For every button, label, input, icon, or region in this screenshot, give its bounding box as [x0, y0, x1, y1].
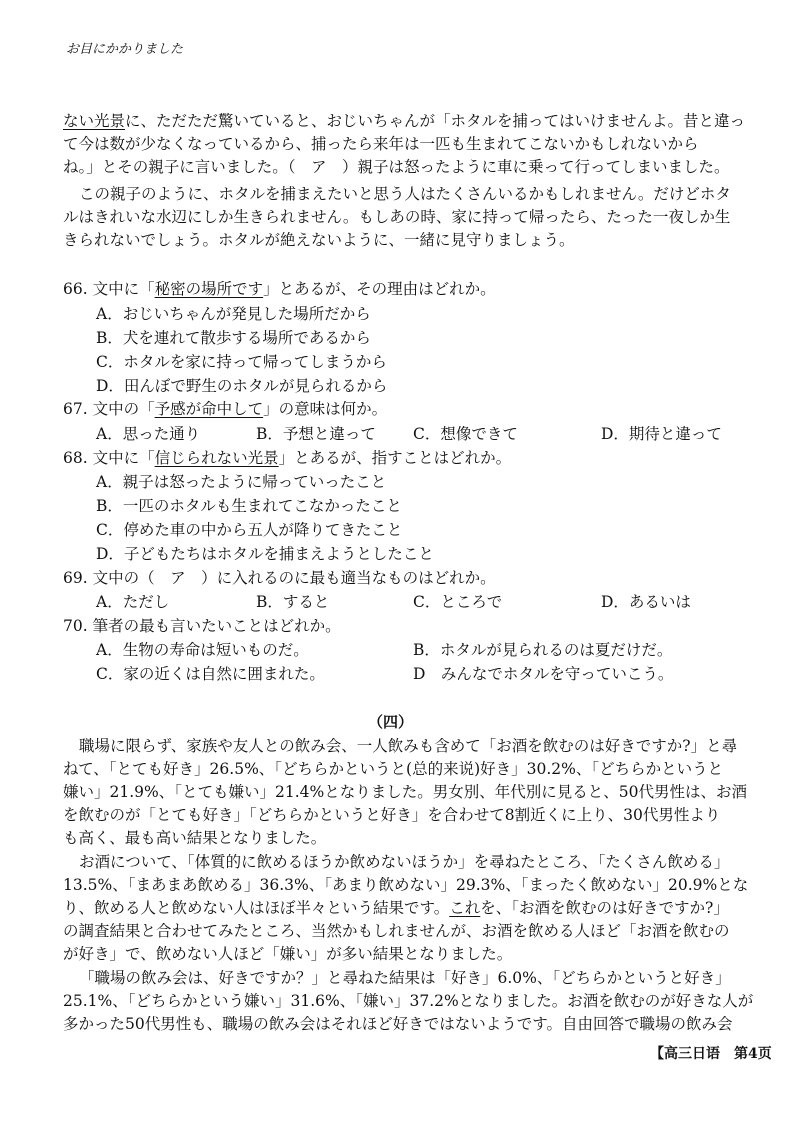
option-66-b[interactable]: B．犬を連れて散歩する場所であるから: [96, 329, 371, 347]
option-69-b[interactable]: B．すると: [256, 593, 330, 611]
handwritten-note: お目にかかりました: [66, 42, 184, 57]
question-66: 66. 文中に「秘密の場所です」とあるが、その理由はどれか。: [63, 280, 496, 298]
passage-line: ね。」とその親子に言いました。（ ア ）親子は怒ったように車に乗って行ってしまいました。: [63, 158, 730, 176]
option-70-c[interactable]: C．家の近くは自然に囲まれた。: [96, 665, 325, 683]
underlined-phrase: ない光景: [63, 112, 126, 130]
option-68-d[interactable]: D．子どもたちはホタルを捕まえようとしたこと: [96, 545, 434, 563]
passage-line: 多かった50代男性も、職場の飲み会はそれほど好きではないようです。自由回答で職場の飲み会: [63, 1015, 733, 1033]
question-67: 67. 文中の「予感が命中して」の意味は何か。: [63, 400, 388, 418]
passage-line: 「職場の飲み会は、好きですか？」と尋ねた結果は「好き」6.0%、「どちらかというと好き」: [79, 969, 731, 987]
question-70: 70. 筆者の最も言いたいことはどれか。: [63, 617, 341, 635]
passage-line: 25.1%、「どちらかという嫌い」31.6%、「嫌い」37.2%となりました。お酒を飲むのが好きな人が: [63, 992, 754, 1010]
option-69-a[interactable]: A．ただし: [96, 593, 170, 611]
option-66-c[interactable]: C．ホタルを家に持って帰ってしまうから: [96, 353, 387, 371]
option-69-d[interactable]: D．あるいは: [601, 593, 691, 611]
option-67-c[interactable]: C．想像できて: [413, 425, 518, 443]
option-68-b[interactable]: B．一匹のホタルも生まれてこなかったこと: [96, 497, 402, 515]
option-70-d[interactable]: D みんなでホタルを守っていこう。: [413, 665, 674, 683]
option-67-a[interactable]: A．思った通り: [96, 425, 201, 443]
option-69-c[interactable]: C．ところで: [413, 593, 503, 611]
option-66-a[interactable]: A．おじいちゃんが発見した場所だから: [96, 305, 371, 323]
passage-line: を飲むのが「とても好き」「どちらかというと好き」を合わせて8割近くに上り、30代男性より: [63, 806, 721, 824]
passage-line: 13.5%、「まあまあ飲める」36.3%、「あまり飲めない」29.3%、「まったく飲めない」20.9%とな: [63, 876, 749, 894]
option-70-a[interactable]: A．生物の寿命は短いものだ。: [96, 641, 309, 659]
passage-line: ルはきれいな水辺にしか生きられません。もしあの時、家に持って帰ったら、たった一夜しか生: [63, 208, 731, 226]
option-67-b[interactable]: B．予想と違って: [256, 425, 376, 443]
passage-line: お酒について、「体質的に飲めるほうか飲めないほうか」を尋ねたところ、「たくさん飲める」: [79, 853, 730, 871]
option-68-c[interactable]: C．停めた車の中から五人が降りてきたこと: [96, 521, 403, 539]
underlined-phrase: これ: [449, 899, 481, 917]
page-footer: 【高三日语 第4页: [650, 1046, 772, 1062]
passage-line: きられないでしょう。ホタルが絶えないように、一緒に見守りましょう。: [63, 231, 575, 249]
passage-line: この親子のように、ホタルを捕まえたいと思う人はたくさんいるかもしれません。だけどホタ: [79, 185, 731, 203]
passage-line: 職場に限らず、家族や友人との飲み会、一人飲みも含めて「お酒を飲むのは好きですか?」と尋: [79, 737, 738, 755]
passage-line: て今は数が少なくなっているから、捕ったら来年は一匹も生まれてこないかもしれないから: [63, 135, 699, 153]
passage-line: も高く、最も高い結果となりました。: [63, 829, 327, 847]
passage-line: ねて、「とても好き」26.5%、「どちらかというと(总的来说)好き」30.2%、「どちらかというと: [63, 760, 724, 778]
option-66-d[interactable]: D．田んぼで野生のホタルが見られるから: [96, 377, 388, 395]
passage-line: 嫌い」21.9%、「とても嫌い」21.4%となりました。男女別、年代別に見ると、50代男性は、お酒: [63, 783, 747, 801]
section-heading: （四）: [368, 713, 414, 731]
passage-line: ない光景に、ただただ驚いていると、おじいちゃんが「ホタルを捕ってはいけませんよ。昔と違っ: [63, 112, 746, 130]
option-67-d[interactable]: D．期待と違って: [601, 425, 722, 443]
passage-line: り、飲める人と飲めない人はほぼ半々という結果です。これを、「お酒を飲むのは好きですか?」: [63, 899, 729, 917]
question-69: 69. 文中の（ ア ）に入れるのに最も適当なものはどれか。: [63, 569, 496, 587]
question-68: 68. 文中に「信じられない光景」とあるが、指すことはどれか。: [63, 449, 512, 467]
option-68-a[interactable]: A．親子は怒ったように帰っていったこと: [96, 473, 387, 491]
option-70-b[interactable]: B．ホタルが見られるのは夏だけだ。: [413, 641, 673, 659]
passage-line: が好き」で、飲めない人ほど「嫌い」が多い結果となりました。: [63, 945, 513, 963]
passage-line: の調査結果と合わせてみたところ、当然かもしれませんが、お酒を飲める人ほど「お酒を飲むの: [63, 922, 730, 940]
